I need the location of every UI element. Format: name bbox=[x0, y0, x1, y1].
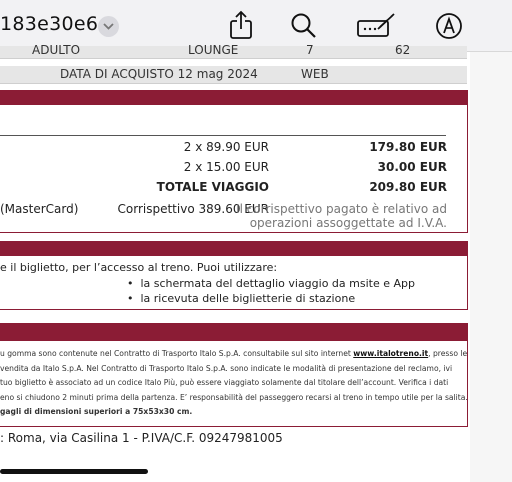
italo-link[interactable]: www.italotreno.it bbox=[353, 349, 429, 358]
access-section bbox=[0, 241, 468, 310]
terms-line-1a: u gomma sono contenute nel Contratto di Trasporto Italo S.p.A. consultabile sul sito internet bbox=[0, 349, 354, 358]
line1-quantity: 2 x 89.90 EUR bbox=[183, 140, 269, 154]
line2-total: 30.00 EUR bbox=[377, 160, 447, 174]
terms-line-5: gagli di dimensioni superiori a 75x53x30 cm. bbox=[0, 407, 193, 416]
line1-total: 179.80 EUR bbox=[369, 140, 447, 154]
payment-method: (MasterCard) bbox=[0, 202, 79, 216]
document-title: 183e30e6 bbox=[0, 13, 99, 35]
payment-section-header bbox=[0, 91, 467, 105]
bullet-1-text: la schermata del dettaglio viaggio da msite e App bbox=[140, 277, 415, 290]
chevron-down-icon bbox=[102, 21, 115, 32]
share-icon[interactable] bbox=[228, 10, 254, 40]
page-gutter bbox=[470, 52, 512, 482]
bullet-1: • la schermata del dettaglio viaggio da msite e App bbox=[127, 277, 415, 290]
payment-section bbox=[0, 90, 468, 233]
terms-line-4: eno si chiudono 2 minuti prima della partenza. E’ responsabilità del passeggero recarsi al treno in tempo utile per la salita. bbox=[0, 393, 468, 402]
terms-line-1 bbox=[0, 347, 467, 361]
passenger-row bbox=[0, 43, 467, 59]
fare-type: ADULTO bbox=[32, 43, 81, 57]
class-name: LOUNGE bbox=[188, 43, 239, 57]
title-menu-button[interactable] bbox=[98, 16, 119, 37]
vat-note-line1: Il corrispettivo pagato è relativo ad bbox=[236, 202, 447, 216]
purchase-channel: WEB bbox=[301, 67, 329, 81]
receipt-page bbox=[0, 43, 470, 482]
access-section-header bbox=[0, 242, 467, 256]
terms-section-header bbox=[0, 324, 467, 341]
terms-line-2: vendita da Italo S.p.A. Nel Contratto di Trasporto Italo S.p.A. sono indicate le modalità di presentazione del reclamo, ivi bbox=[0, 364, 453, 373]
markup-icon[interactable] bbox=[435, 12, 463, 40]
total-label: TOTALE VIAGGIO bbox=[156, 180, 269, 194]
purchase-date: DATA DI ACQUISTO 12 mag 2024 bbox=[60, 67, 258, 81]
bullet-2-text: la ricevuta delle biglietterie di stazione bbox=[140, 292, 356, 305]
divider bbox=[0, 135, 446, 136]
search-icon[interactable] bbox=[290, 12, 318, 40]
line2-quantity: 2 x 15.00 EUR bbox=[183, 160, 269, 174]
company-footer: : Roma, via Casilina 1 - P.IVA/C.F. 09247981005 bbox=[0, 431, 283, 445]
coach-number: 7 bbox=[306, 43, 314, 57]
terms-section bbox=[0, 323, 468, 427]
purchase-row bbox=[0, 66, 467, 84]
vat-note-line2: operazioni assoggettate ad I.V.A. bbox=[249, 216, 447, 230]
total-value: 209.80 EUR bbox=[369, 180, 447, 194]
seat-number: 62 bbox=[395, 43, 411, 57]
access-intro: e il biglietto, per l’accesso al treno. Puoi utilizzare: bbox=[0, 261, 278, 274]
annotate-icon[interactable] bbox=[356, 13, 396, 39]
home-indicator[interactable] bbox=[0, 469, 148, 474]
bullet-2: • la ricevuta delle biglietterie di stazione bbox=[127, 292, 356, 305]
terms-line-1b: , presso le bbox=[428, 349, 468, 358]
terms-line-3: tuo biglietto è associato ad un codice Italo Più, può essere viaggiato solamente dal titolare dell’account. Verifica i dati bbox=[0, 378, 449, 387]
corrispettivo: Corrispettivo 389.60 EUR bbox=[117, 202, 269, 216]
